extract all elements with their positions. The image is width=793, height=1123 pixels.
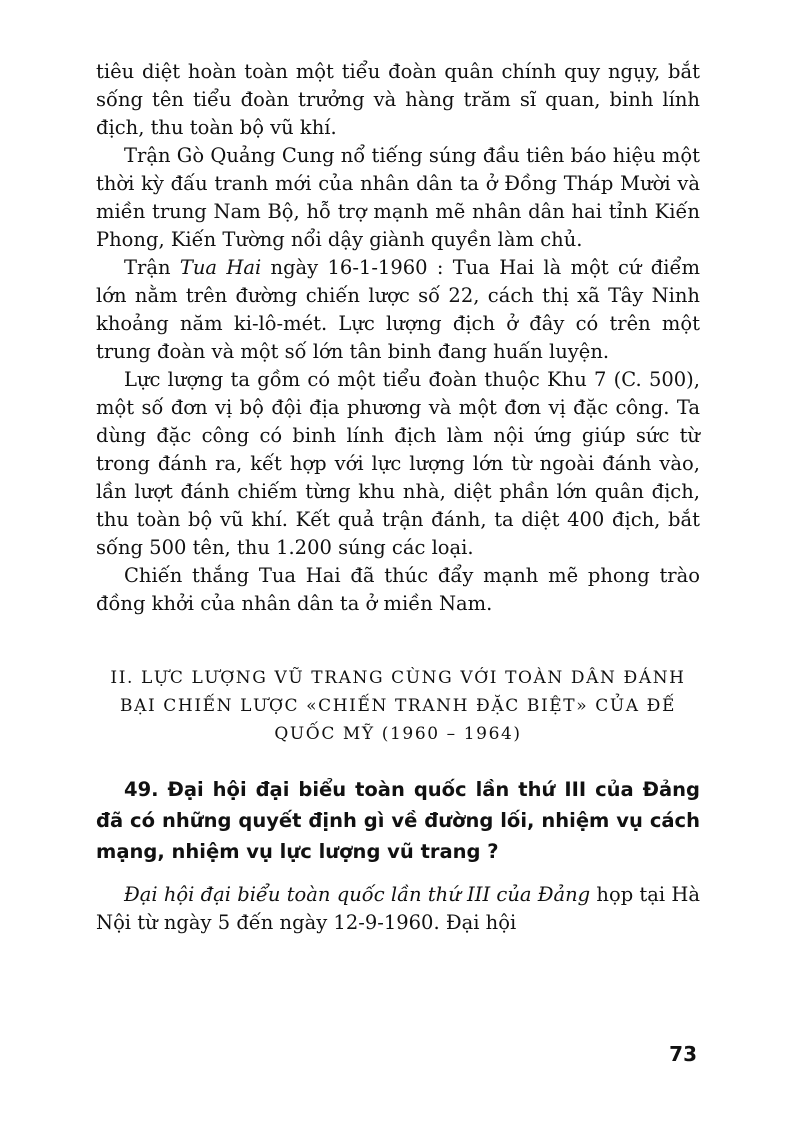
section-heading: II. LỰC LƯỢNG VŨ TRANG CÙNG VỚI TOÀN DÂN ĐÁNH BẠI CHIẾN LƯỢC «CHIẾN TRANH ĐẶC BIỆT» CỦA ĐẾ QUỐC MỸ (1960 – 1964) <box>110 668 686 744</box>
answer-italic: Đại hội đại biểu toàn quốc lần thứ III của Đảng <box>124 883 591 906</box>
paragraph-prefix: Trận <box>124 256 180 279</box>
answer-body: họp tại Hà Nội từ ngày 5 đến ngày 12-9-1960. Đại hội <box>96 883 700 934</box>
paragraph-victory: Chiến thắng Tua Hai đã thúc đẩy mạnh mẽ phong trào đồng khởi của nhân dân ta ở miền Nam. <box>96 564 700 615</box>
paragraph-our-forces: Lực lượng ta gồm có một tiểu đoàn thuộc Khu 7 (C. 500), một số đơn vị bộ đội địa phương và một đơn vị đặc công. Ta dùng đặc công có binh lính địch làm nội ứng giúp sức từ trong đánh ra, kết hợp với lực lượng lớn từ ngoài đánh vào, lần lượt đánh chiếm từng khu nhà, diệt phần lớn quân địch, thu toàn bộ vũ khí. Kết quả trận đánh, ta diệt 400 địch, bắt sống 500 tên, thu 1.200 súng các loại. <box>96 368 700 559</box>
paragraph-go-quang-cung: Trận Gò Quảng Cung nổ tiếng súng đầu tiên báo hiệu một thời kỳ đấu tranh mới của nhân dân ta ở Đồng Tháp Mười và miền trung Nam Bộ, hỗ trợ mạnh mẽ nhân dân hai tỉnh Kiến Phong, Kiến Tường nổi dậy giành quyền làm chủ. <box>96 144 700 251</box>
paragraph-body: ngày 16-1-1960 : Tua Hai là một cứ điểm lớn nằm trên đường chiến lược số 22, cách thị xã Tây Ninh khoảng năm ki-lô-mét. Lực lượng địch ở đây có trên một trung đoàn và một số lớn tân binh đang huấn luyện. <box>96 256 700 363</box>
body-text <box>96 58 700 937</box>
paragraph-tua-hai <box>96 254 700 366</box>
answer-paragraph <box>96 881 700 937</box>
page-number: 73 <box>669 1042 697 1066</box>
place-name-italic: Tua Hai <box>179 256 262 279</box>
question-heading: 49. Đại hội đại biểu toàn quốc lần thứ III của Đảng đã có những quyết định gì về đường lối, nhiệm vụ cách mạng, nhiệm vụ lực lượng vũ trang ? <box>96 778 700 863</box>
paragraph-continued: tiêu diệt hoàn toàn một tiểu đoàn quân chính quy ngụy, bắt sống tên tiểu đoàn trưởng và hàng trăm sĩ quan, binh lính địch, thu toàn bộ vũ khí. <box>96 60 700 139</box>
